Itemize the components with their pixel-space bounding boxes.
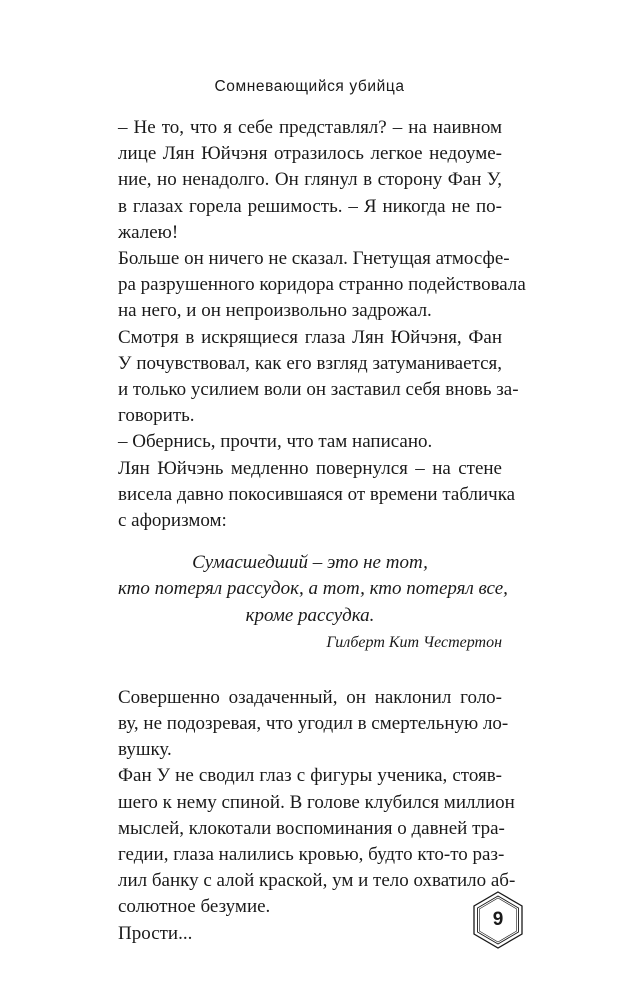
paragraph (118, 763, 516, 920)
page-number-badge (468, 890, 528, 950)
text-line: с афоризмом: (118, 510, 227, 532)
text-line: – Обернись, прочти, что там написано. (118, 431, 433, 453)
text-line: У почувствовал, как его взгляд затуманивается, (118, 352, 502, 374)
paragraph (118, 246, 526, 325)
text-line: ву, не подозревая, что угодил в смертельную ло- (118, 713, 509, 735)
text-line: – Не то, что я себе представлял? – на наивном (118, 117, 502, 138)
text-line: ние, но ненадолго. Он глянул в сторону Фан У, (118, 169, 502, 191)
page-body (118, 115, 526, 947)
epigraph-line: кроме рассудка. (245, 604, 375, 626)
text-line: Лян Юйчэнь медленно повернулся – на стене (118, 457, 502, 479)
epigraph-line: Сумасшедший – это не тот, (192, 552, 428, 574)
text-line: и только усилием воли он заставил себя вновь за- (118, 379, 519, 401)
text-line: мыслей, клокотали воспоминания о давней тра- (118, 817, 505, 839)
paragraph (118, 685, 509, 764)
text-line: вушку. (118, 739, 172, 761)
text-line: солютное безумие. (118, 896, 271, 918)
text-line: Фан У не сводил глаз с фигуры ученика, стояв- (118, 765, 502, 787)
text-line: гедии, глаза налились кровью, будто кто-то раз- (118, 844, 505, 866)
spacer (118, 655, 502, 685)
text-line: Смотря в искрящиеся глаза Лян Юйчэня, Фан (118, 326, 502, 348)
epigraph-line: кто потерял рассудок, а тот, кто потерял все, (118, 578, 508, 600)
paragraph (118, 115, 502, 246)
paragraph (118, 456, 516, 535)
text-line: говорить. (118, 405, 195, 427)
text-line: жалею! (118, 221, 179, 243)
paragraph (118, 325, 519, 430)
epigraph (118, 550, 508, 655)
text-line: лице Лян Юйчэня отразилось легкое недоуме- (118, 143, 502, 165)
epigraph-author: Гилберт Кит Честертон (326, 633, 502, 651)
text-line: Больше он ничего не сказал. Гнетущая атмосфе- (118, 248, 510, 270)
text-line: лил банку с алой краской, ум и тело охватило аб- (118, 870, 516, 892)
text-line: на него, и он непроизвольно задрожал. (118, 300, 432, 322)
text-line: в глазах горела решимость. – Я никогда не по- (118, 195, 502, 217)
text-line: ра разрушенного коридора странно подействовала (118, 274, 526, 296)
paragraph (118, 429, 502, 455)
paragraph (118, 921, 502, 947)
text-line: Прости... (118, 922, 193, 944)
text-line: Совершенно озадаченный, он наклонил голо- (118, 686, 502, 708)
text-line: шего к нему спиной. В голове клубился миллион (118, 791, 515, 813)
running-title: Сомневающийся убийца (214, 78, 405, 95)
page-number: 9 (492, 909, 504, 930)
text-line: висела давно покосившаяся от времени табличка (118, 483, 516, 505)
